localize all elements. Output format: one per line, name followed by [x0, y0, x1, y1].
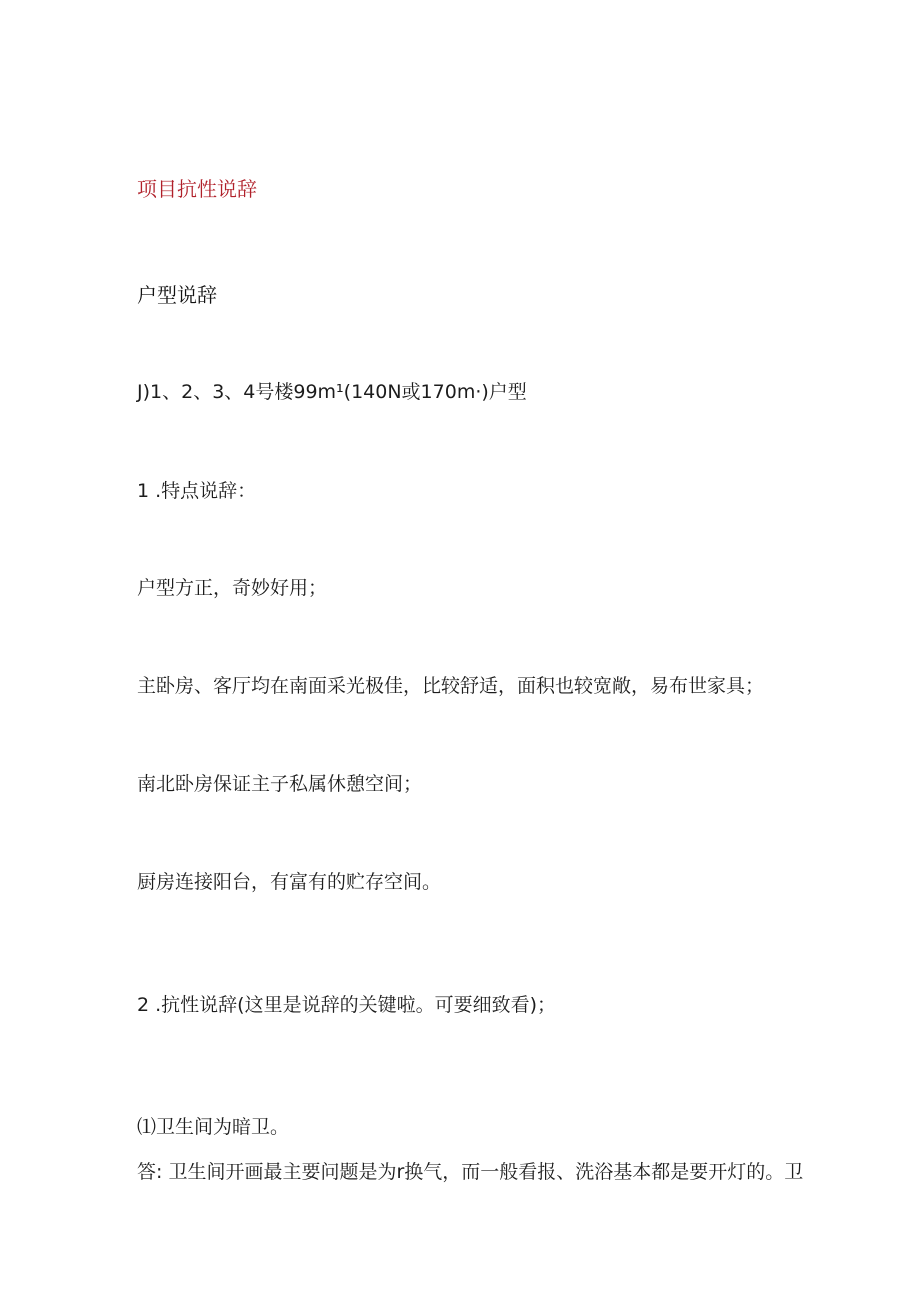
subsection-heading: J)1、2、3、4号楼99m¹(140N或170m·)户型	[137, 381, 527, 403]
point1-item: 户型方正，奇妙好用；	[137, 577, 328, 599]
section-heading: 户型说辞	[137, 283, 217, 307]
point1-item: 南北卧房保证主子私属休憩空间；	[137, 773, 423, 795]
point2-heading: 2 .抗性说辞(这里是说辞的关键啦。可要细致看)；	[137, 994, 556, 1016]
point1-item: 厨房连接阳台，有富有的贮存空间。	[137, 871, 442, 893]
point1-item: 主卧房、客厅均在南面采光极佳，比较舒适，面积也较宽敞，易布世家具；	[137, 675, 765, 697]
answer-1: 答: 卫生间开画最主要问题是为r换气，而一般看报、洗浴基本都是要开灯的。卫	[137, 1161, 804, 1183]
point1-heading: 1 .特点说辞：	[137, 480, 257, 502]
document-title: 项目抗性说辞	[137, 177, 257, 201]
question-1: ⑴卫生间为暗卫。	[137, 1116, 290, 1138]
